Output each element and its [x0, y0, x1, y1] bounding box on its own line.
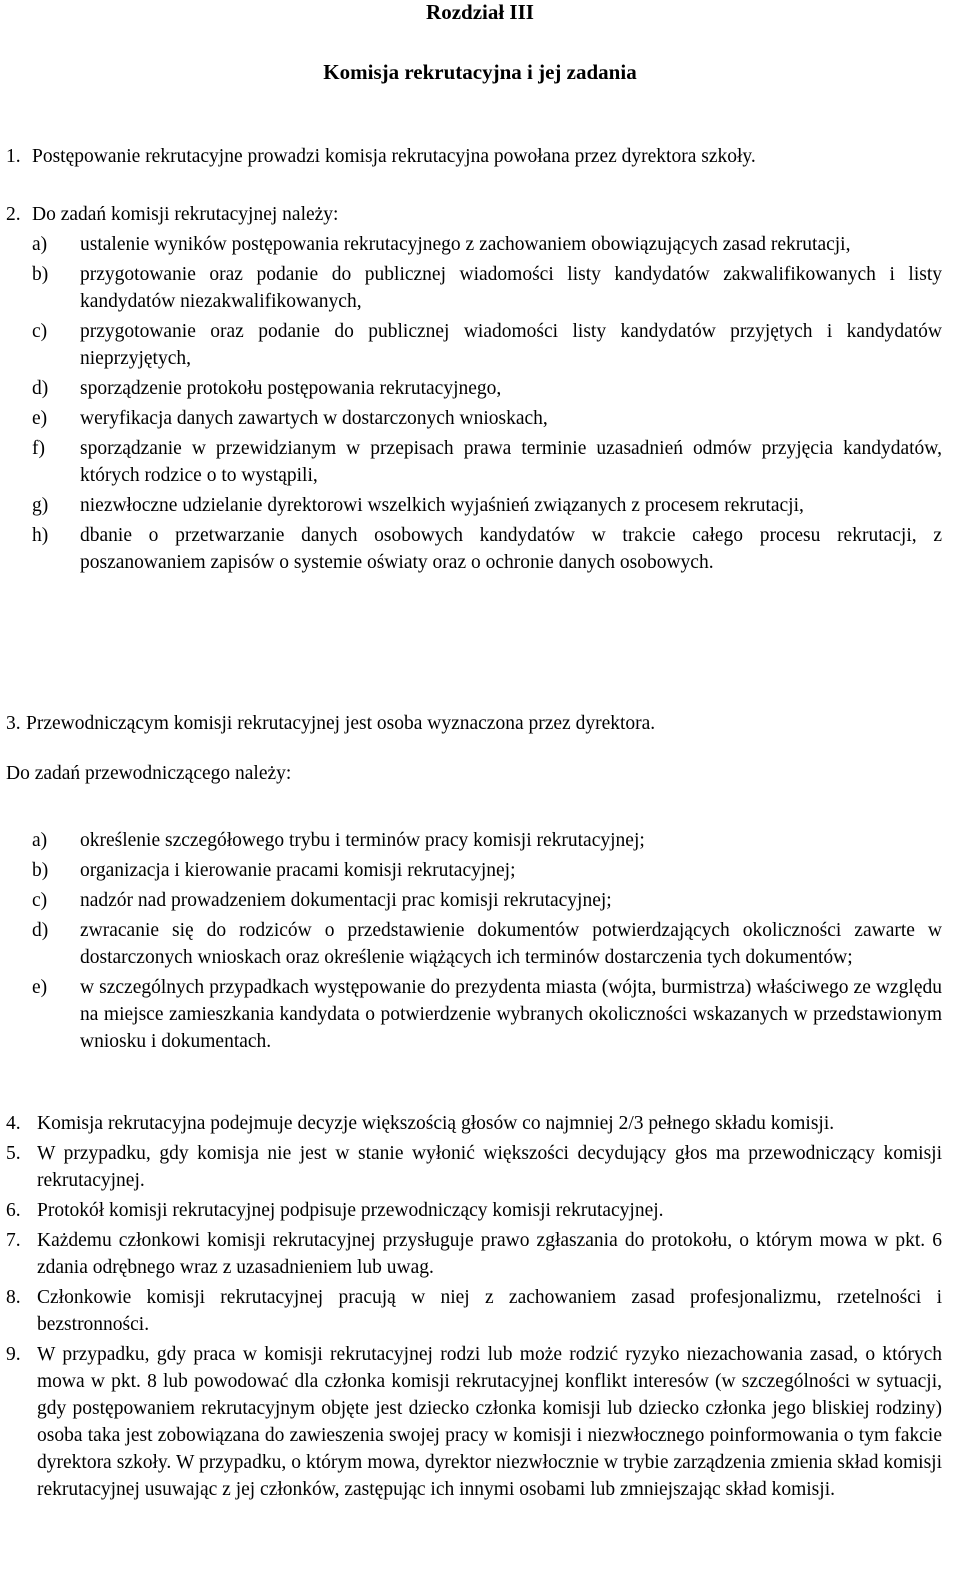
item-label: e) [32, 408, 48, 429]
point-text: W przypadku, gdy komisja nie jest w stanie wyłonić większości decydujący głos ma przewodniczący komisji rekrutacyjnej. [37, 1143, 942, 1191]
point-number: 9. [6, 1344, 21, 1365]
point-text: W przypadku, gdy praca w komisji rekrutacyjnej rodzi lub może rodzić ryzyko niezachowania zasad, o których mowa w pkt. 8 lub powodować dla członka komisji rekrutacyjnej konflikt interesów (w szczególności w sytuacji, gdy postępowaniem rekrutacyjnym objęte jest dziecko członka komisji lub dziecko członka jego bliskiej rodziny) osoba taka jest zobowiązana do zawieszenia swojej pracy w komisji i niezwłocznego poinformowania o tym fakcie dyrektora szkoły. W przypadku, o którym mowa, dyrektor niezwłocznie w trybie zarządzenia zmienia skład komisji rekrutacyjnej usuwając z jej członków, zastępując ich innymi osobami lub zmniejszając skład komisji. [37, 1344, 942, 1500]
list-item [32, 857, 942, 884]
point-number: 2. [6, 204, 21, 225]
item-label: b) [32, 860, 49, 881]
point-number: 3. [6, 713, 21, 734]
chapter-heading: Rozdział III [426, 0, 534, 24]
point-number: 5. [6, 1143, 21, 1164]
point-text: Każdemu członkowi komisji rekrutacyjnej przysługuje prawo zgłaszania do protokołu, o którym mowa w pkt. 6 zdania odrębnego wraz z uzasadnieniem lub uwag. [37, 1230, 942, 1278]
list-item [32, 917, 942, 971]
list-item [32, 435, 942, 489]
item-label: f) [32, 438, 45, 459]
point-number: 7. [6, 1230, 21, 1251]
list-item [32, 887, 942, 914]
point-number: 4. [6, 1113, 21, 1134]
point-8 [6, 1284, 942, 1338]
item-text: zwracanie się do rodziców o przedstawienie dokumentów potwierdzających okoliczności zawarte w dostarczonych wnioskach oraz określenie wiążących ich terminów dostarczenia tych dokumentów; [80, 920, 942, 968]
item-text: niezwłoczne udzielanie dyrektorowi wszelkich wyjaśnień związanych z procesem rekrutacji, [80, 495, 804, 516]
item-text: nadzór nad prowadzeniem dokumentacji prac komisji rekrutacyjnej; [80, 890, 612, 911]
item-text: przygotowanie oraz podanie do publicznej wiadomości listy kandydatów zakwalifikowanych i listy kandydatów niezakwalifikowanych, [80, 264, 942, 312]
point-9 [6, 1341, 942, 1503]
list-item [32, 522, 942, 576]
list-item [32, 827, 942, 854]
list-item [32, 231, 942, 258]
list-item [32, 405, 942, 432]
point-number: 6. [6, 1200, 21, 1221]
point-number: 1. [6, 146, 21, 167]
point-text: Do zadań komisji rekrutacyjnej należy: [32, 204, 339, 225]
point-2 [6, 201, 942, 576]
list-item [32, 492, 942, 519]
item-text: sporządzanie w przewidzianym w przepisach prawa terminie uzasadnień odmów przyjęcia kandydatów, których rodzice o to wystąpili, [80, 438, 942, 486]
item-label: d) [32, 920, 49, 941]
point-7 [6, 1227, 942, 1281]
point-5 [6, 1140, 942, 1194]
point-text: Komisja rekrutacyjna podejmuje decyzje większością głosów co najmniej 2/3 pełnego składu komisji. [37, 1113, 835, 1134]
point-4 [6, 1110, 942, 1137]
list-item [32, 375, 942, 402]
item-label: d) [32, 378, 49, 399]
chapter-title: Komisja rekrutacyjna i jej zadania [323, 60, 637, 84]
point-1 [6, 143, 942, 170]
point-text: Przewodniczącym komisji rekrutacyjnej jest osoba wyznaczona przez dyrektora. [26, 713, 656, 734]
list-item [32, 318, 942, 372]
list-item [32, 974, 942, 1055]
item-text: w szczególnych przypadkach występowanie do prezydenta miasta (wójta, burmistrza) właściwego ze względu na miejsce zamieszkania kandydata o potwierdzenie wybranych okoliczności wskazanych w przedstawionym wniosku i dokumentach. [80, 977, 942, 1052]
item-label: c) [32, 321, 48, 342]
point-text: Protokół komisji rekrutacyjnej podpisuje przewodniczący komisji rekrutacyjnej. [37, 1200, 664, 1221]
item-label: b) [32, 264, 49, 285]
item-text: określenie szczegółowego trybu i terminów pracy komisji rekrutacyjnej; [80, 830, 645, 851]
item-label: e) [32, 977, 48, 998]
item-label: a) [32, 830, 48, 851]
point-6 [6, 1197, 942, 1224]
list-item [32, 261, 942, 315]
point-number: 8. [6, 1287, 21, 1308]
item-label: g) [32, 495, 49, 516]
item-text: organizacja i kierowanie pracami komisji rekrutacyjnej; [80, 860, 516, 881]
item-label: c) [32, 890, 48, 911]
item-label: h) [32, 525, 49, 546]
points-4-9 [6, 1110, 942, 1503]
item-text: weryfikacja danych zawartych w dostarczonych wnioskach, [80, 408, 548, 429]
item-text: sporządzenie protokołu postępowania rekrutacyjnego, [80, 378, 502, 399]
item-text: ustalenie wyników postępowania rekrutacyjnego z zachowaniem obowiązujących zasad rekrutacji, [80, 234, 851, 255]
point-text: Członkowie komisji rekrutacyjnej pracują w niej z zachowaniem zasad profesjonalizmu, rzetelności i bezstronności. [37, 1287, 942, 1335]
item-text: przygotowanie oraz podanie do publicznej wiadomości listy kandydatów przyjętych i kandydatów nieprzyjętych, [80, 321, 942, 369]
item-text: dbanie o przetwarzanie danych osobowych kandydatów w trakcie całego procesu rekrutacji, z poszanowaniem zapisów o systemie oświaty oraz o ochronie danych osobowych. [80, 525, 942, 573]
point-3 [6, 710, 942, 1055]
item-label: a) [32, 234, 48, 255]
chair-duties-intro: Do zadań przewodniczącego należy: [6, 763, 292, 784]
point-text: Postępowanie rekrutacyjne prowadzi komisja rekrutacyjna powołana przez dyrektora szkoły. [32, 146, 756, 167]
